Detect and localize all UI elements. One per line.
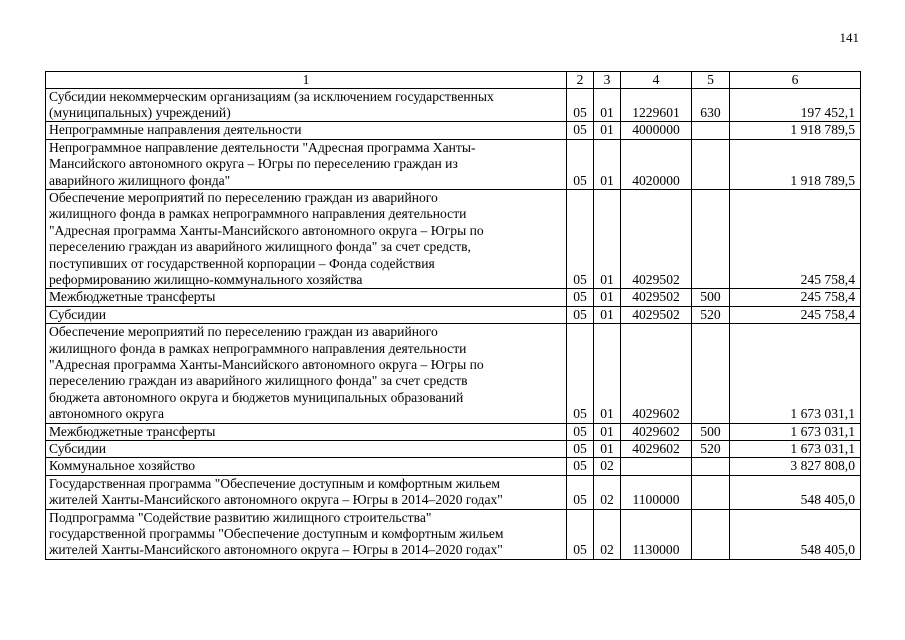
row-target-article-cell: 4029602 bbox=[621, 423, 692, 440]
row-amount-cell: 1 918 789,5 bbox=[730, 139, 861, 189]
row-section-cell: 05 bbox=[567, 324, 594, 423]
row-name-cell: Субсидии некоммерческим организациям (за исключением государственных (муниципальных) учреждений) bbox=[46, 88, 567, 122]
column-header: 3 bbox=[594, 72, 621, 89]
column-header: 5 bbox=[692, 72, 730, 89]
table-row bbox=[46, 458, 861, 475]
row-target-article-cell: 1100000 bbox=[621, 475, 692, 509]
row-subsection-cell: 01 bbox=[594, 88, 621, 122]
row-expense-type-cell: 500 bbox=[692, 423, 730, 440]
row-amount-cell: 1 918 789,5 bbox=[730, 122, 861, 139]
row-name-cell: Непрограммное направление деятельности "Адресная программа Ханты- Мансийского автономного округа – Югры по переселению граждан из аварийного жилищного фонда" bbox=[46, 139, 567, 189]
row-amount-cell: 1 673 031,1 bbox=[730, 423, 861, 440]
table-row bbox=[46, 475, 861, 509]
row-amount-cell: 245 758,4 bbox=[730, 306, 861, 323]
row-name-cell: Межбюджетные трансферты bbox=[46, 289, 567, 306]
row-name-cell: Обеспечение мероприятий по переселению граждан из аварийного жилищного фонда в рамках непрограммного направления деятельности "Адресная программа Ханты-Мансийского автономного округа – Югры по переселению граждан из аварийного жилищного фонда" за счет средств бюджета автономного округа и бюджетов муниципальных образований автономного округа bbox=[46, 324, 567, 423]
budget-table bbox=[45, 71, 861, 560]
row-expense-type-cell: 520 bbox=[692, 441, 730, 458]
row-expense-type-cell: 630 bbox=[692, 88, 730, 122]
table-row bbox=[46, 289, 861, 306]
table-body bbox=[46, 88, 861, 559]
row-expense-type-cell bbox=[692, 509, 730, 559]
row-subsection-cell: 02 bbox=[594, 475, 621, 509]
row-amount-cell: 245 758,4 bbox=[730, 289, 861, 306]
row-amount-cell: 1 673 031,1 bbox=[730, 324, 861, 423]
row-expense-type-cell bbox=[692, 475, 730, 509]
table-row bbox=[46, 122, 861, 139]
row-target-article-cell: 4029502 bbox=[621, 289, 692, 306]
row-target-article-cell: 4029602 bbox=[621, 324, 692, 423]
table-row bbox=[46, 88, 861, 122]
row-name-cell: Субсидии bbox=[46, 441, 567, 458]
row-amount-cell: 548 405,0 bbox=[730, 509, 861, 559]
table-row bbox=[46, 509, 861, 559]
row-name-cell: Государственная программа "Обеспечение доступным и комфортным жильем жителей Ханты-Мансийского автономного округа – Югры в 2014–2020 годах" bbox=[46, 475, 567, 509]
column-header: 2 bbox=[567, 72, 594, 89]
row-section-cell: 05 bbox=[567, 122, 594, 139]
column-header: 1 bbox=[46, 72, 567, 89]
row-amount-cell: 3 827 808,0 bbox=[730, 458, 861, 475]
row-section-cell: 05 bbox=[567, 441, 594, 458]
row-section-cell: 05 bbox=[567, 306, 594, 323]
row-amount-cell: 197 452,1 bbox=[730, 88, 861, 122]
table-row bbox=[46, 306, 861, 323]
row-expense-type-cell: 520 bbox=[692, 306, 730, 323]
table-row bbox=[46, 441, 861, 458]
row-expense-type-cell bbox=[692, 458, 730, 475]
row-section-cell: 05 bbox=[567, 189, 594, 288]
row-subsection-cell: 01 bbox=[594, 189, 621, 288]
row-target-article-cell: 1229601 bbox=[621, 88, 692, 122]
row-subsection-cell: 01 bbox=[594, 423, 621, 440]
row-name-cell: Обеспечение мероприятий по переселению граждан из аварийного жилищного фонда в рамках непрограммного направления деятельности "Адресная программа Ханты-Мансийского автономного округа – Югры по переселению граждан из аварийного жилищного фонда" за счет средств, поступивших от государственной корпорации – Фонда содействия реформированию жилищно-коммунального хозяйства bbox=[46, 189, 567, 288]
row-expense-type-cell bbox=[692, 324, 730, 423]
row-expense-type-cell: 500 bbox=[692, 289, 730, 306]
row-subsection-cell: 02 bbox=[594, 458, 621, 475]
row-section-cell: 05 bbox=[567, 509, 594, 559]
row-target-article-cell: 4029602 bbox=[621, 441, 692, 458]
table-row bbox=[46, 189, 861, 288]
row-expense-type-cell bbox=[692, 189, 730, 288]
row-target-article-cell: 1130000 bbox=[621, 509, 692, 559]
row-name-cell: Непрограммные направления деятельности bbox=[46, 122, 567, 139]
row-subsection-cell: 01 bbox=[594, 306, 621, 323]
column-header: 6 bbox=[730, 72, 861, 89]
row-subsection-cell: 01 bbox=[594, 324, 621, 423]
row-name-cell: Субсидии bbox=[46, 306, 567, 323]
row-target-article-cell bbox=[621, 458, 692, 475]
row-section-cell: 05 bbox=[567, 289, 594, 306]
row-name-cell: Межбюджетные трансферты bbox=[46, 423, 567, 440]
row-subsection-cell: 01 bbox=[594, 441, 621, 458]
row-section-cell: 05 bbox=[567, 88, 594, 122]
row-target-article-cell: 4000000 bbox=[621, 122, 692, 139]
row-target-article-cell: 4020000 bbox=[621, 139, 692, 189]
row-target-article-cell: 4029502 bbox=[621, 306, 692, 323]
row-amount-cell: 245 758,4 bbox=[730, 189, 861, 288]
row-subsection-cell: 01 bbox=[594, 122, 621, 139]
row-name-cell: Подпрограмма "Содействие развитию жилищного строительства" государственной программы "Обеспечение доступным и комфортным жильем жителей Ханты-Мансийского автономного округа – Югры в 2014–2020 годах" bbox=[46, 509, 567, 559]
row-target-article-cell: 4029502 bbox=[621, 189, 692, 288]
row-amount-cell: 548 405,0 bbox=[730, 475, 861, 509]
row-section-cell: 05 bbox=[567, 475, 594, 509]
row-name-cell: Коммунальное хозяйство bbox=[46, 458, 567, 475]
table-header-row bbox=[46, 72, 861, 89]
table-row bbox=[46, 423, 861, 440]
row-subsection-cell: 01 bbox=[594, 139, 621, 189]
row-subsection-cell: 02 bbox=[594, 509, 621, 559]
row-expense-type-cell bbox=[692, 139, 730, 189]
row-subsection-cell: 01 bbox=[594, 289, 621, 306]
column-header: 4 bbox=[621, 72, 692, 89]
page-number: 141 bbox=[839, 30, 859, 45]
table-row bbox=[46, 139, 861, 189]
row-section-cell: 05 bbox=[567, 458, 594, 475]
row-section-cell: 05 bbox=[567, 423, 594, 440]
row-amount-cell: 1 673 031,1 bbox=[730, 441, 861, 458]
row-expense-type-cell bbox=[692, 122, 730, 139]
row-section-cell: 05 bbox=[567, 139, 594, 189]
table-row bbox=[46, 324, 861, 423]
